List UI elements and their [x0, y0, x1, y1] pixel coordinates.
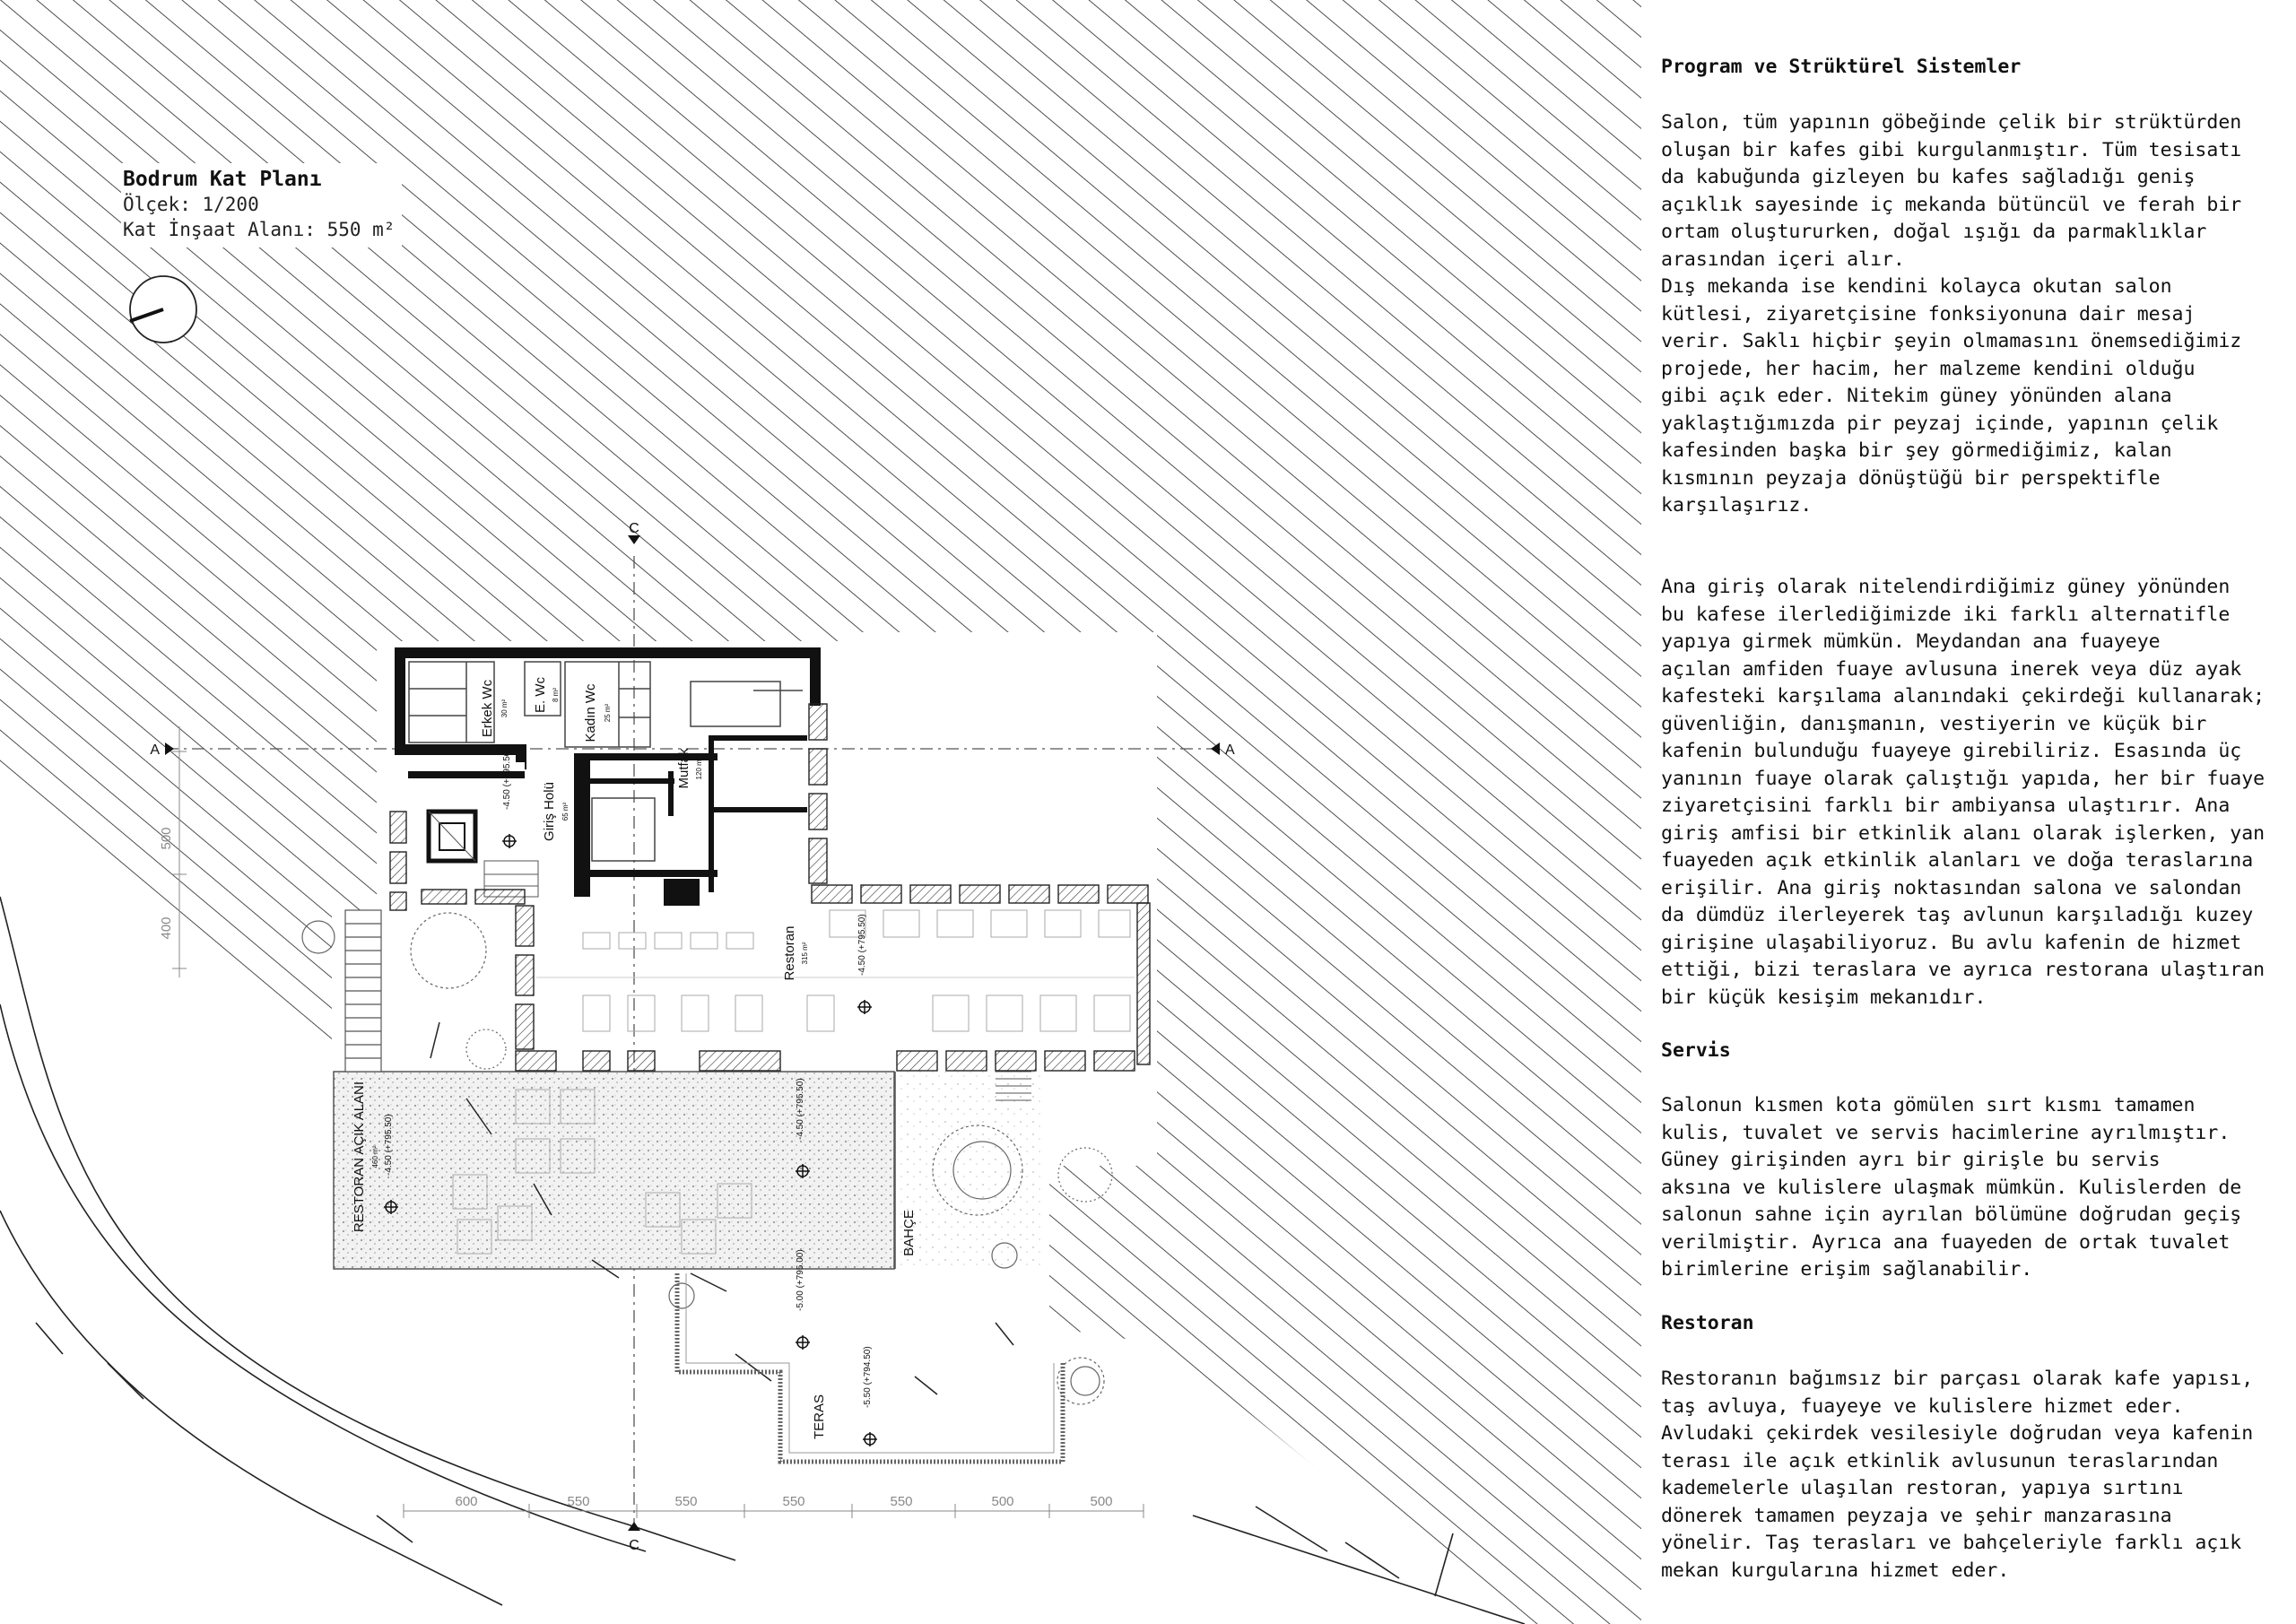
room-area: 25 m²: [604, 703, 612, 723]
section-label: A: [1225, 743, 1235, 758]
room-label-restoran: Restoran: [782, 925, 797, 981]
room-label-bahce: BAHÇE: [901, 1210, 917, 1256]
dimension-label: 550: [782, 1494, 805, 1509]
room-label-giris-holu: Giriş Holü: [542, 782, 557, 841]
restaurant-open-area-paving: [334, 1072, 894, 1269]
room-area: 30 m²: [500, 699, 509, 718]
room-area: 120 m²: [695, 757, 703, 780]
paragraph-restoran: Restoranın bağımsız bir parçası olarak kafe yapısı, taş avluya, fuayeye ve kulislere hizmet eder. Avludaki çekirdek vesilesiyle doğrudan veya kafenin terası ile açık etkinlik avlusunun teraslarından kademelerle ulaşılan restoran, yapıya sırtını dönerek tamamen peyzaja ve şehir manzarasına yönelir. Taş terasları ve bahçeleriyle farklı açık mekan kurgularına hizmet eder.: [1661, 1368, 2254, 1582]
level-label: -5.00 (+795.00): [796, 1249, 805, 1311]
dimension-label: 400: [159, 916, 174, 940]
description-panel: [1641, 0, 2296, 1624]
section-label: C: [629, 1538, 639, 1553]
room-label-erkek-wc: Erkek Wc: [480, 679, 495, 738]
dimension-label: 600: [455, 1494, 478, 1509]
heading-program: Program ve Strüktürel Sistemler: [1661, 56, 2022, 78]
room-label-mutfak: Mutfak: [676, 748, 691, 789]
room-area: 460 m²: [371, 1145, 379, 1168]
room-label-restoran-acik-alani: RESTORAN AÇIK ALANI: [352, 1081, 367, 1233]
level-label: -5.50 (+794.50): [863, 1346, 873, 1408]
garden-area: [895, 1072, 1045, 1269]
room-area: 65 m²: [561, 802, 570, 821]
elevator-core: [429, 812, 475, 861]
paragraph-servis: Salonun kısmen kota gömülen sırt kısmı tamamen kulis, tuvalet ve servis hacimlerine ayrılmıştır. Güney girişinden ayrı bir girişle bu servis aksına ve kulislere ulaşmak mümkün. Kulislerden de salonun sahne için ayrılan bölümüne doğrudan geçiş verilmiştir. Ayrıca ana fuayeden de ortak tuvalet birimlerine erişim sağlanabilir.: [1661, 1094, 2242, 1281]
heading-restoran: Restoran: [1661, 1312, 1754, 1334]
level-label: -4.50 (+795.50): [857, 914, 867, 976]
dimension-label: 550: [890, 1494, 913, 1509]
level-label: -4.50 (+795.50): [502, 748, 512, 810]
room-label-teras: TERAS: [812, 1394, 827, 1440]
dimension-label: 550: [674, 1494, 698, 1509]
plan-title: Bodrum Kat Planı: [123, 168, 322, 191]
room-label-e-wc: E. Wc: [533, 677, 548, 713]
section-label: A: [150, 743, 160, 758]
north-arrow-icon: [130, 276, 196, 343]
paragraph-program: Salon, tüm yapının göbeğinde çelik bir strüktürden oluşan bir kafes gibi kurgulanmıştır. Tüm tesisatı da kabuğunda gizleyen bu kafes sağladığı geniş açıklık sayesinde iç mekanda bütüncül ve ferah bir ortam oluştururken, doğal ışığı da parmaklıklar arasından içeri alır. Dış mekanda ise kendini kolayca okutan salon kütlesi, ziyaretçisine fonksiyonuna dair mesaj verir. Saklı hiçbir şeyin olmamasını önemsediğimiz projede, her hacim, her malzeme kendini olduğu gibi açık eder. Nitekim güney yönünden alana yaklaştığımızda pir peyzaj içinde, yapının çelik kafesinden başka bir şey görmediğimiz, kalan kısmının peyzaja dönüştüğü bir perspektifle karşılaşırız.: [1661, 111, 2242, 517]
room-area: 8 m²: [552, 688, 560, 702]
room-area: 315 m²: [801, 942, 809, 965]
dimension-label: 500: [991, 1494, 1014, 1509]
dimension-label: 550: [567, 1494, 590, 1509]
paragraph-giris: Ana giriş olarak nitelendirdiğimiz güney yönünden bu kafese ilerlediğimizde iki farklı alternatifle yapıya girmek mümkün. Meydandan ana fuayeye açılan amfiden fuaye avlusuna inerek veya düz ayak kafesteki karşılama alanındaki çekirdeği kullanarak; güvenliğin, danışmanın, vestiyerin ve küçük bir kafenin bulunduğu fuayeye girebiliriz. Esasında üç yanının fuaye olarak çalıştığı yapıda, her bir fuaye ziyaretçisini farklı bir ambiyansa ulaştırır. Ana giriş amfisi bir etkinlik alanı olarak işlerken, yan fuayeden açık etkinlik alanları ve doğa teraslarına erişilir. Ana giriş noktasından salona ve salondan da dümdüz ilerleyerek taş avlunun karşıladığı kuzey girişine ulaşabiliyoruz. Bu avlu kafenin de hizmet ettiği, bizi teraslara ve ayrıca restorana ulaştıran bir küçük kesişim mekanıdır.: [1661, 576, 2266, 1009]
left-stairs: [345, 910, 381, 1072]
plan-title-block: [121, 163, 402, 248]
heading-servis: Servis: [1661, 1039, 1731, 1062]
room-label-kadin-wc: Kadın Wc: [583, 683, 598, 743]
level-label: -4.50 (+795.50): [384, 1114, 394, 1176]
section-marker-c-bottom: [628, 1522, 640, 1553]
plan-scale: Ölçek: 1/200: [123, 194, 259, 215]
dimension-label: 500: [159, 827, 174, 850]
dimension-label: 500: [1090, 1494, 1113, 1509]
plan-area: Kat İnşaat Alanı: 550 m²: [123, 219, 396, 240]
section-label: C: [629, 521, 639, 536]
level-label: -4.50 (+795.50): [796, 1078, 805, 1140]
